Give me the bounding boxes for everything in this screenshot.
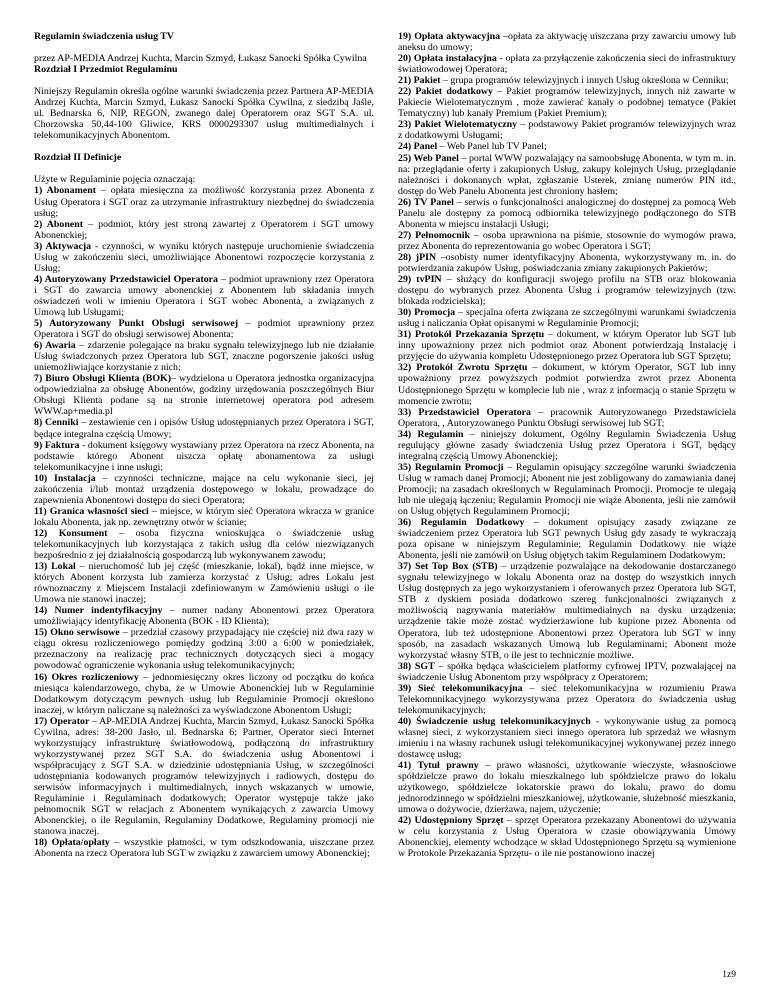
definition-text: – podstawowy Pakiet programów telewizyjnych wraz z dodatkowymi Usługami; — [398, 119, 736, 142]
definition-term: 18) Opłata/opłaty — [34, 837, 110, 849]
definition-text: - wykonywanie usług za pomocą własnej sieci, z wykorzystaniem sieci innego operatora lub sprzedaż we własnym imieniu i na własny rachunek usługi telekomunikacyjnej wykonywanej przez innego dostawcę usług; — [398, 715, 736, 761]
definition-item — [398, 760, 736, 815]
definition-text: – jednomiesięczny okres liczony od początku do końca miesiąca kalendarzowego, chyba, że w Umowie Abonenckiej lub w Regulaminie Dodatkowym dotyczącym pewnych usług lub Regulaminie Promocji określono inaczej, w którym naliczane są należności za wyświadczone Abonentom Usługi; — [34, 671, 374, 716]
definition-item — [34, 506, 374, 528]
definition-term: 32) Protokół Zwrotu Sprzętu — [398, 362, 528, 374]
definition-item — [398, 429, 736, 462]
definition-text: – serwis o funkcjonalności analogicznej do dostępnej za pomocą Web Panelu ale dostępny za pomocą odbiornika telewizyjnego podłączonego do STB Abonenta w miejscu instalacji Usługi; — [398, 196, 736, 230]
definition-item — [34, 528, 374, 561]
definition-text: – dokument opisujący zasady związane ze świadczeniem przez Operatora lub SGT pewnych Usług gdy zasady te wykraczają poza opisane w niniejszym Regulaminie; Regulamin Dodatkowy nie wiąże Abonenta, jeśli nie zamówił on Usług objętych takim Regulaminem Dodatkowym; — [398, 517, 736, 562]
definition-term: 40) Świadczenie usług telekomunikacyjnych — [398, 715, 591, 727]
definition-term: 26) TV Panel — [398, 196, 454, 208]
definition-term: 10) Instalacja — [34, 472, 96, 484]
definition-term: 7) Biuro Obsługi Klienta (BOK) — [34, 373, 171, 385]
definition-term: 33) Przedstawiciel Operatora — [398, 406, 531, 418]
definition-term: 28) jPIN — [398, 251, 437, 263]
definition-item — [398, 230, 736, 252]
definition-term: 14) Numer indentyfikacyjny — [34, 605, 163, 617]
right-column — [398, 31, 736, 860]
definition-item — [398, 141, 736, 152]
definition-text: – Pakiet programów telewizyjnych, innych niż zawarte w Pakiecie Wielotematycznym , może zawierać kanały o podobnej tematyce (Pakiet Tematyczny) lub kanały Premium (Pakiet Premium); — [398, 86, 736, 120]
definition-term: 3) Aktywacja — [34, 240, 92, 252]
definition-term: 41) Tytuł prawny — [398, 760, 479, 772]
definition-item — [398, 716, 736, 760]
definition-term: 20) Opłata instalacyjna — [398, 53, 497, 65]
definition-item — [34, 241, 374, 274]
definition-item — [34, 716, 374, 838]
definition-item — [398, 119, 736, 141]
page-number: 1z9 — [722, 970, 736, 980]
definition-text: – Web Panel lub TV Panel; — [437, 141, 547, 153]
definition-term: 24) Panel — [398, 141, 438, 153]
definition-item — [398, 307, 736, 329]
definition-text: – sprzęt Operatora przekazany Abonentowi do używania w celu korzystania z Usług Operatora w czasie obowiązywania Umowy Abonenckiej, elementy wchodzące w skład Udostępnionego Sprzętu są wymienione w Protokole Przekazania Sprzętu- o ile nie postanowiono inaczej — [398, 815, 736, 860]
definition-text: – osoba uprawniona na piśmie, stosownie do wymogów prawa, przez Abonenta do reprezentowania go wobec Operatora i SGT; — [398, 229, 737, 252]
definition-term: 5) Autoryzowany Punkt Obsługi serwisowej — [34, 318, 239, 330]
definition-term: 29) tvPIN — [398, 274, 442, 286]
definition-term: 22) Pakiet dodatkowy — [398, 86, 493, 98]
section-1-title: Rozdział I Przedmiot Regulaminu — [34, 64, 178, 76]
definition-text: – wszystkie płatności, w tym odszkodowania, uiszczane przez Abonenta na rzecz Operatora lub SGT w związku z zawarciem umowy Abonenckiej; — [34, 837, 374, 860]
definition-text: – nieruchomość lub jej część (mieszkanie, lokal), bądź inne miejsce, w których Abonent korzysta lub zamierza korzystać z Usług; adres Lokalu jest równoznaczny z Miejscem Instalacji zdefiniowanym w Zamówieniu usługi o ile Umowa nie stanowi inaczej; — [34, 561, 374, 606]
definition-text: – numer nadany Abonentowi przez Operatora umożliwiający identyfikację Abonenta (BOK - ID Klienta); — [34, 605, 374, 628]
definition-term: 17) Operator — [34, 715, 90, 727]
definition-text: – czynności techniczne, mające na celu wykonanie sieci, jej zakończenia i/lub montaż urządzenia dostępowego w lokalu, prowadzące do zapewnienia Abonentowi dostępu do sieci Operatora; — [34, 472, 374, 506]
definition-term: 8) Cenniki — [34, 417, 79, 429]
definition-text: – podmiot, który jest stroną zawartej z Operatorem i SGT umowy Abonenckiej; — [34, 218, 375, 241]
definition-item — [34, 417, 374, 439]
left-column — [34, 31, 374, 859]
definition-text: – miejsce, w którym sieć Operatora wkracza w granice lokalu Abonenta, jak np. zewnętrzny otwór w ścianie; — [34, 505, 374, 528]
definition-text: – spółka będąca właścicielem platformy cyfrowej IPTV, pozwalającej na świadczenie Usług Abonentom przy współpracy z Operatorem; — [398, 660, 736, 683]
definition-item — [398, 86, 736, 119]
definition-term: 42) Udostępniony Sprzęt — [398, 815, 504, 827]
definition-term: 25) Web Panel — [398, 152, 459, 164]
definition-text: - opłata za przyłączenie zakończenia sieci do infrastruktury światłowodowej Operatora; — [398, 53, 736, 76]
definition-item — [398, 517, 736, 561]
definition-item — [398, 561, 736, 660]
definition-item — [398, 329, 736, 362]
definition-text: – wydzielona u Operatora jednostka organizacyjna odpowiedzialna za obsługę Abonentów, godziny urzędowania poszczególnych Biur Obsługi Klienta podane są na stronie internetowej operatora pod adresem WWW.ap+media.pl — [34, 373, 375, 418]
definition-item — [34, 605, 374, 627]
definition-text: – grupa programów telewizyjnych i innych Usług określona w Cenniku; — [440, 75, 729, 87]
definition-text: – niniejszy dokument, Ogólny Regulamin Świadczenia Usług regulujący główne zasady świadczenia Usług przez Operatora i SGT, będący integralną częścią Umowy Abonenckiej; — [398, 428, 736, 462]
definition-text: – dokument, w którym Operator lub SGT lub inny upoważniony przez nich podmiot oraz Abonent potwierdzają Instalację i przyjęcie do używania kompletu Udostępnionego przez Operatora lub SGT Sprzętu; — [398, 329, 736, 363]
definition-text: – AP-MEDIA Andrzej Kuchta, Marcin Szmyd, Łukasz Sanocki Spółka Cywilna, adres: 38-200 Jasło, ul. Bednarska 6; Partner, Operator sieci Internet wykorzystujący infrastrukturę światłowodową, podłączoną do infrastruktury wykorzystywanej przez SGT S.A. do świadczenia usług Abonentowi i współpracujący z SGT S.A. w dziedzinie udostępniania Usług, w szczególności udostępniania kodowanych programów telewizyjnych i radiowych, dostępu do serwisów informacyjnych i multimedialnych, innych wskazanych w umowie, Regulaminie i Regulaminach dodatkowych; Operator występuje także jako pełnomocnik SGT w relacjach z Abonentem wynikających z zawarcia Umowy Abonenckiej, o ile Regulamin, Regulaminy Dodatkowe, Regulaminy promocji nie stanowa inaczej. — [34, 715, 375, 838]
definition-text: – przedział czasowy przypadający nie częściej niż dwa razy w ciągu okresu rozliczeniowego pomiędzy godziną 3:00 a 6:00 w poniedziałek, przeznaczony na realizację prac technicznych dotyczących sieci a mogący powodować ograniczenie wykonania usług telekomunikacyjnych; — [34, 627, 374, 672]
definition-text: – osoba fizyczna wnioskująca o świadczenie usług telekomunikacyjnych lub korzystająca z takich usług dla celów niezwiązanych bezpośrednio z jej działalnością gospodarczą lub wykonywanem zawodu; — [34, 527, 374, 562]
intro-paragraph: Niniejszy Regulamin określa ogólne warunki świadczenia przez Partnera AP-MEDIA Andrzej Kuchta, Marcin Szmyd, Łukasz Sanocki Spółka Cywilna, z siedzibą Jaśle, ul. Bednarska 6, NIP, REGON, zwanego dalej Operatorem oraz SGT S.A. ul. Chorzowska 50,44-100 Gliwice, KRS 0000293307 usług multimedialnych i telekomunikacyjnych Abonentom. — [34, 86, 374, 142]
definition-term: 13) Lokal — [34, 561, 76, 573]
definition-term: 11) Granica własności sieci — [34, 505, 149, 517]
definition-text: – zestawienie cen i opisów Usług udostępnianych przez Operatora i SGT, będące integralna częścią Umowy; — [34, 417, 374, 440]
definition-item — [34, 561, 374, 605]
definition-term: 6) Awaria — [34, 340, 76, 352]
definition-item — [398, 407, 736, 429]
definition-text: – dokument, w którym Operator, SGT lub inny upoważniony przez powyższych podmiot potwierdza zwrot przez Abonenta Udostępnionego Sprzętu w komplecie lub nie , wraz z informacją o stanie Sprzętu w momencie zwrotu; — [398, 362, 736, 407]
definition-text: – specjalna oferta związana ze szczególnymi warunkami świadczenia usług i naliczania Opłat opisanymi w Regulaminie Promocji; — [398, 307, 736, 330]
definition-item — [34, 440, 374, 473]
definition-item — [34, 340, 374, 373]
definition-term: 30) Promocja — [398, 307, 456, 319]
definition-term: 23) Pakiet Wielotematyczny — [398, 119, 518, 131]
definition-item — [398, 815, 736, 859]
definition-item — [398, 75, 736, 86]
definition-term: 36) Regulamin Dodatkowy — [398, 517, 525, 529]
definition-term: 15) Okno serwisowe — [34, 627, 120, 639]
definition-text: – prawo własności, użytkowanie wieczyste, własnościowe spółdzielcze prawo do lokalu mieszkalnego lub spółdzielcze prawo do lokalu użytkowego, spółdzielcze lokatorskie prawo do lokalu, prawo do domu jednorodzinnego w spółdzielni mieszkaniowej, użytkowanie, służebność mieszkania, umowa o dożywocie, dzierżawa, najem, użyczenie; — [398, 760, 736, 816]
definition-term: 2) Abonent — [34, 218, 84, 230]
definition-item — [398, 274, 736, 307]
definition-term: 12) Konsument — [34, 527, 108, 539]
definition-item — [398, 53, 736, 75]
definition-term: 21) Pakiet — [398, 75, 441, 87]
definition-text: – portal WWW pozwalający na samoobsługę Abonenta, w tym m. in. na: przeglądanie oferty i zakupionych Usług, zakupy kolejnych Usług, przeglądanie należności i dokonanych wpłat, zgłaszanie Usterek, zmianę numerów PIN itd., dostęp do Web Panelu Abonenta jest chroniony hasłem; — [398, 152, 736, 197]
definition-item — [34, 219, 374, 241]
definition-text: –opłata za aktywację uiszczana przy zawarciu umowy lub aneksu do umowy; — [398, 31, 736, 54]
definition-text: - dokument księgowy wystawiany przez Operatora na rzecz Abonenta, na podstawie którego Abonent uiszcza opłatę abonamentowa za usługi telekomunikacyjne i inne usługi; — [34, 439, 374, 473]
definition-item — [34, 672, 374, 716]
definition-text: – pracownik Autoryzowanego Przedstawiciela Operatora, , Autoryzowanego Punktu Obsługi serwisowej lub SGT; — [398, 406, 736, 429]
definition-term: 1) Abonament — [34, 185, 96, 197]
definition-text: –osobisty numer identyfikacyjny Abonenta, wykorzystywany m. in. do potwierdzania zakupów Usług, poświadczania zmiany zakupionych Pakietów; — [398, 251, 736, 274]
definition-item — [398, 362, 736, 406]
definition-item — [34, 274, 374, 318]
definition-term: 31) Protokół Przekazania Sprzętu — [398, 329, 545, 341]
document-subtitle: przez AP-MEDIA Andrzej Kuchta, Marcin Szmyd, Łukasz Sanocki Spółka Cywilna — [34, 53, 367, 65]
definition-term: 27) Pełnomocnik — [398, 229, 470, 241]
definition-text: – służący do konfiguracji swojego profilu na STB oraz blokowania dostępu do wybranych przez Abonenta Usług i programów telewizyjnych (tzw. blokada rodzicielska); — [398, 274, 736, 308]
definition-term: 35) Regulamin Promocji — [398, 461, 504, 473]
definition-item — [34, 837, 374, 859]
definition-item — [398, 197, 736, 230]
definition-item — [34, 373, 374, 417]
definition-item — [398, 153, 736, 197]
definition-item — [398, 661, 736, 683]
definition-item — [398, 462, 736, 517]
left-definitions-list — [34, 185, 374, 859]
definition-term: 19) Opłata aktywacyjna — [398, 31, 501, 42]
definition-term: 4) Autoryzowany Przedstawiciel Operatora — [34, 273, 218, 285]
definition-term: 16) Okres rozliczeniowy — [34, 671, 139, 683]
definitions-intro: Użyte w Regulaminie pojęcia oznaczają: — [34, 174, 196, 186]
definition-term: 38) SGT — [398, 660, 435, 672]
definition-item — [34, 473, 374, 506]
definition-text: – sieć telekomunikacyjna w rozumieniu Prawa Telekomunikacyjnego wykorzystywana przez Operatora do świadczenia usług telekomunikacyjnych; — [398, 682, 736, 716]
definition-term: 34) Regulamin — [398, 428, 464, 440]
definition-text: – podmiot uprawniony przez Operatora i SGT do obsługi serwisowej Abonenta; — [34, 318, 374, 341]
definition-term: 9) Faktura — [34, 439, 80, 451]
definition-text: - czynności, w wyniku których następuje uruchomienie świadczenia Usług w zakończeniu sieci, umożliwiające Abonentowi rozpoczęcie korzystania z Usług; — [34, 240, 374, 274]
section-2-title: Rozdział II Definicje — [34, 152, 122, 164]
definition-text: – Regulamin opisujący szczególne warunki świadczenia Usług w ramach danej Promocji; Abonent nie jest zobligowany do zamawiania danej Promocji; na zasadach określonych w Regulaminach Promocji. Promocje te ulegają lub nie ulegają łączeniu; Regulamin Promocji nie wiąże Abonenta, jeśli nie zamówił on Usług objętych Regulaminem Promocji; — [398, 461, 736, 518]
definition-text: – urządzenie pozwalające na dekodowanie dostarczanego sygnału telewizyjnego w lokalu Abonenta oraz na dostęp do wszystkich innych Usług dostępnych za jego wykorzystaniem i oferowanych przez Operatora lub SGT, STB z dyskiem posiada dodatkowo szereg funkcjonalności związanych z możliwością nagrywania materiałów multimedialnych na dysku urządzenia; urządzenie takie może zostać wydzierżawione lub kupione przez Abonenta od Operatora, lub też udostępnione Abonentowi przez Operatora lub SGT w inny sposób, na zasadach wskazanych Umową lub Regulaminami; Abonent może wykorzystać własny STB, o ile jest to technicznie możliwe. — [398, 561, 737, 661]
definition-text: – zdarzenie polegające na braku sygnału telewizyjnego lub nie działanie Usług świadczonych przez Operatora lub SGT, znaczne pogorszenie jakości usług uniemożliwiające korzystanie z nich; — [34, 340, 374, 374]
definition-item — [398, 683, 736, 716]
definition-item — [34, 185, 374, 218]
definition-text: – podmiot uprawniony rzez Operatora i SGT do zawarcia umowy abonenckiej z Abonentem lub składania innych oświadczeń woli w imieniu Operatora i SGT wobec Abonenta, a związanych z Umową lub Usługami; — [34, 273, 374, 318]
definition-item — [34, 318, 374, 340]
definition-term: 39) Sieć telekomunikacyjna — [398, 682, 523, 694]
definition-item — [398, 31, 736, 53]
definition-item — [398, 252, 736, 274]
right-definitions-list — [398, 31, 736, 860]
definition-text: – opłata miesięczna za możliwość korzystania przez Abonenta z Usług Operatora i SGT oraz za utrzymanie infrastruktury niezbędnej do świadczenia usług; — [34, 185, 374, 219]
definition-term: 37) Set Top Box (STB) — [398, 561, 498, 573]
document-title: Regulamin świadczenia usług TV — [34, 31, 175, 42]
definition-item — [34, 627, 374, 671]
